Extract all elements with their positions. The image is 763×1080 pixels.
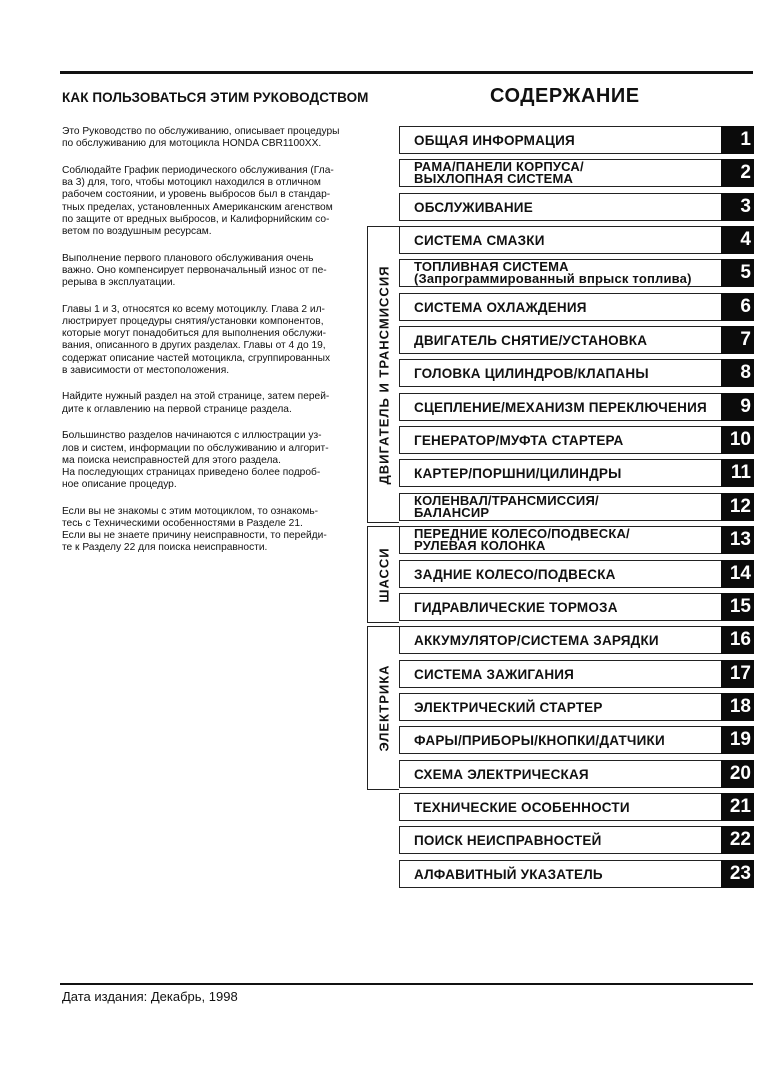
toc-label: АККУМУЛЯТОР/СИСТЕМА ЗАРЯДКИ <box>399 626 721 654</box>
toc-number: 17 <box>721 660 754 688</box>
toc-number: 7 <box>721 326 754 354</box>
group-engine-transmission <box>367 226 399 523</box>
toc-label: ТЕХНИЧЕСКИЕ ОСОБЕННОСТИ <box>399 793 721 821</box>
toc-number: 6 <box>721 293 754 321</box>
toc-label: ГЕНЕРАТОР/МУФТА СТАРТЕРА <box>399 426 721 454</box>
toc-label: КАРТЕР/ПОРШНИ/ЦИЛИНДРЫ <box>399 459 721 487</box>
toc-entry-16[interactable] <box>399 626 754 654</box>
toc-number: 14 <box>721 560 754 588</box>
group-chassis <box>367 526 399 623</box>
toc-number: 8 <box>721 359 754 387</box>
group-label-engine-transmission: ДВИГАТЕЛЬ И ТРАНСМИССИЯ <box>376 264 391 485</box>
toc-label <box>399 493 721 521</box>
toc-label <box>399 526 721 554</box>
toc-entry-8[interactable] <box>399 359 754 387</box>
top-rule <box>60 71 753 74</box>
publication-date: Дата издания: Декабрь, 1998 <box>62 989 238 1004</box>
toc-label: СИСТЕМА ОХЛАЖДЕНИЯ <box>399 293 721 321</box>
toc-entry-18[interactable] <box>399 693 754 721</box>
toc-entry-4[interactable] <box>399 226 754 254</box>
toc-entry-22[interactable] <box>399 826 754 854</box>
how-to-use-heading: КАК ПОЛЬЗОВАТЬСЯ ЭТИМ РУКОВОДСТВОМ <box>62 90 369 105</box>
intro-paragraph: Найдите нужный раздел на этой странице, затем перей- дите к оглавлению на первой странице раздела. <box>62 391 330 415</box>
intro-paragraph: Соблюдайте График периодического обслуживания (Гла- ва 3) для, того, чтобы мотоцикл находился в отличном рабочем состоянии, и уровень выбросов был в стандар- тных пределах, установленных Американским агенством по защите от вредных выбросов, и Калифорнийским со- ветом по воздушным ресурсам. <box>62 164 334 237</box>
toc-entry-21[interactable] <box>399 793 754 821</box>
toc-label: СЦЕПЛЕНИЕ/МЕХАНИЗМ ПЕРЕКЛЮЧЕНИЯ <box>399 393 721 421</box>
toc-number: 1 <box>721 126 754 154</box>
toc-label-line: РАМА/ПАНЕЛИ КОРПУСА/ <box>414 159 584 174</box>
bottom-rule <box>60 983 753 985</box>
toc-label-line: ТОПЛИВНАЯ СИСТЕМА <box>414 259 569 274</box>
toc-entry-3[interactable] <box>399 193 754 221</box>
toc-number: 13 <box>721 526 754 554</box>
toc-entry-2[interactable] <box>399 159 754 187</box>
toc-label: ГОЛОВКА ЦИЛИНДРОВ/КЛАПАНЫ <box>399 359 721 387</box>
contents-heading: СОДЕРЖАНИЕ <box>490 85 640 107</box>
toc-label: ОБСЛУЖИВАНИЕ <box>399 193 721 221</box>
toc-label-line: БАЛАНСИР <box>414 505 490 520</box>
toc-number: 21 <box>721 793 754 821</box>
toc-number: 3 <box>721 193 754 221</box>
intro-paragraph: Главы 1 и 3, относятся ко всему мотоциклу. Глава 2 ил- люстрирует процедуры снятия/установки компонентов, которые могут понадобиться для выполнения обслужи- вания, описанного в других разделах. Главы от 4 до 19, содержат описание частей мотоцикла, сгруппированных в зависимости от местоположения. <box>62 303 331 376</box>
toc-number: 19 <box>721 726 754 754</box>
intro-paragraph: Большинство разделов начинаются с иллюстрации уз- лов и систем, информации по обслуживанию и алгорит- ма поиска неисправностей для этого раздела. На последующих страницах приведено более подроб- ное описание процедур. <box>62 430 329 491</box>
toc-number: 20 <box>721 760 754 788</box>
toc-label: ФАРЫ/ПРИБОРЫ/КНОПКИ/ДАТЧИКИ <box>399 726 721 754</box>
toc-label: СХЕМА ЭЛЕКТРИЧЕСКАЯ <box>399 760 721 788</box>
toc-label-line: ВЫХЛОПНАЯ СИСТЕМА <box>414 171 574 186</box>
toc-label <box>399 259 721 287</box>
toc-label-line: КОЛЕНВАЛ/ТРАНСМИССИЯ/ <box>414 493 599 508</box>
group-electrics <box>367 626 399 790</box>
toc-entry-10[interactable] <box>399 426 754 454</box>
toc-label-line: РУЛЕВАЯ КОЛОНКА <box>414 538 546 553</box>
toc-label: СИСТЕМА СМАЗКИ <box>399 226 721 254</box>
toc-number: 18 <box>721 693 754 721</box>
toc-entry-9[interactable] <box>399 393 754 421</box>
toc-label: АЛФАВИТНЫЙ УКАЗАТЕЛЬ <box>399 860 721 888</box>
toc-label-line: (Запрограммированный впрыск топлива) <box>414 271 692 286</box>
toc-number: 4 <box>721 226 754 254</box>
toc-entry-19[interactable] <box>399 726 754 754</box>
toc-number: 12 <box>721 493 754 521</box>
toc-entry-6[interactable] <box>399 293 754 321</box>
toc-label-line: ПЕРЕДНИЕ КОЛЕСО/ПОДВЕСКА/ <box>414 526 630 541</box>
toc-entry-23[interactable] <box>399 860 754 888</box>
toc-number: 23 <box>721 860 754 888</box>
group-label-chassis: ШАССИ <box>376 546 391 603</box>
toc-entry-17[interactable] <box>399 660 754 688</box>
toc-number: 22 <box>721 826 754 854</box>
toc-label: ДВИГАТЕЛЬ СНЯТИЕ/УСТАНОВКА <box>399 326 721 354</box>
toc-number: 15 <box>721 593 754 621</box>
toc-entry-15[interactable] <box>399 593 754 621</box>
intro-paragraph: Это Руководство по обслуживанию, описывает процедуры по обслуживанию для мотоцикла HONDA CBR1100XX. <box>62 126 340 150</box>
toc-label: ЭЛЕКТРИЧЕСКИЙ СТАРТЕР <box>399 693 721 721</box>
toc-number: 11 <box>721 459 754 487</box>
toc-number: 10 <box>721 426 754 454</box>
toc-label <box>399 159 721 187</box>
toc-number: 9 <box>721 393 754 421</box>
toc-entry-1[interactable] <box>399 126 754 154</box>
toc-label: СИСТЕМА ЗАЖИГАНИЯ <box>399 660 721 688</box>
toc-label: ЗАДНИЕ КОЛЕСО/ПОДВЕСКА <box>399 560 721 588</box>
intro-paragraph: Выполнение первого планового обслуживания очень важно. Оно компенсирует первоначальный износ от пе- рерыва в эксплуатации. <box>62 252 327 289</box>
intro-text <box>62 126 362 555</box>
toc-label: ГИДРАВЛИЧЕСКИЕ ТОРМОЗА <box>399 593 721 621</box>
toc-entry-14[interactable] <box>399 560 754 588</box>
toc-entry-7[interactable] <box>399 326 754 354</box>
toc-entry-5[interactable] <box>399 259 754 287</box>
toc-entry-13[interactable] <box>399 526 754 554</box>
toc-label: ПОИСК НЕИСПРАВНОСТЕЙ <box>399 826 721 854</box>
toc-label: ОБЩАЯ ИНФОРМАЦИЯ <box>399 126 721 154</box>
intro-paragraph: Если вы не знакомы с этим мотоциклом, то ознакомь- тесь с Техническими особенностями в Разделе 21. Если вы не знаете причину неисправности, то перейди- те к Разделу 22 для поиска неисправности. <box>62 505 327 554</box>
toc-entry-12[interactable] <box>399 493 754 521</box>
group-label-electrics: ЭЛЕКТРИКА <box>376 664 391 752</box>
toc-number: 16 <box>721 626 754 654</box>
toc-number: 5 <box>721 259 754 287</box>
toc-entry-11[interactable] <box>399 459 754 487</box>
toc-entry-20[interactable] <box>399 760 754 788</box>
toc-number: 2 <box>721 159 754 187</box>
